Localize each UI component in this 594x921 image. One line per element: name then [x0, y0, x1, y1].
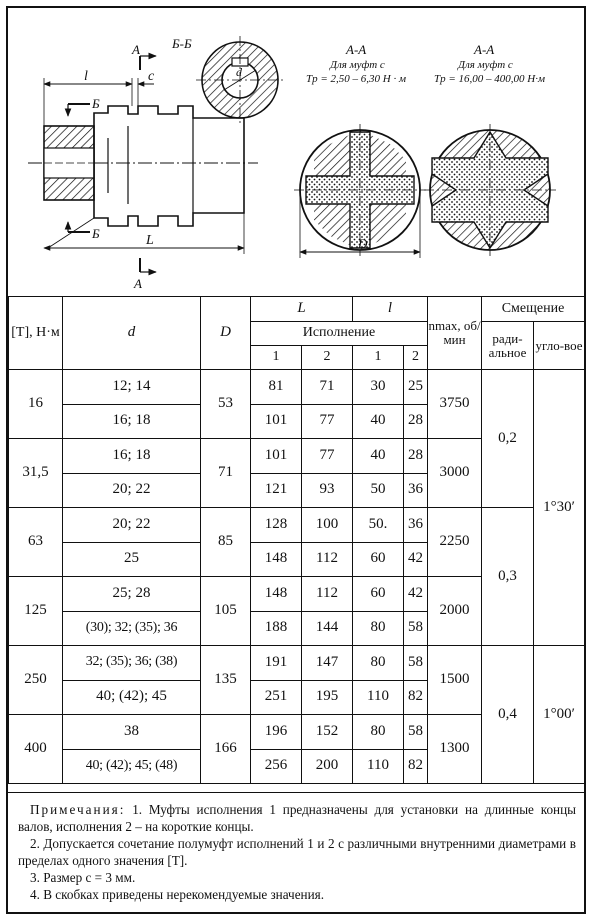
cell-l1: 256 [251, 749, 302, 784]
note-4: 4. В скобках приведены нерекомендуемые значения. [30, 887, 325, 902]
section-aa-2-line2: Tр = 16,00 – 400,00 Н·м [434, 73, 546, 85]
cell-d: 38 [63, 715, 201, 750]
cell-l2: 147 [302, 646, 353, 681]
section-aa-large-view [424, 124, 556, 256]
header-execution: Исполнение [251, 322, 428, 346]
technical-drawing [8, 8, 584, 296]
coupling-spec-table [8, 296, 585, 784]
cell-l2: 71 [302, 370, 353, 405]
cell-big-d: 85 [201, 508, 251, 577]
cell-d: 16; 18 [63, 404, 201, 439]
label-a-top: А [132, 42, 140, 57]
cell-l1: 188 [251, 611, 302, 646]
label-a-bottom: А [134, 276, 142, 291]
cell-sl2: 36 [404, 508, 428, 543]
cell-torque: 400 [9, 715, 63, 784]
label-b-top: Б [92, 96, 100, 111]
cell-sl1: 40 [353, 439, 404, 474]
cell-l2: 112 [302, 577, 353, 612]
cell-d: 20; 22 [63, 508, 201, 543]
cell-d: 12; 14 [63, 370, 201, 405]
cell-l2: 200 [302, 749, 353, 784]
section-aa-1-line2: Tр = 2,50 – 6,30 Н · м [306, 73, 407, 85]
label-dim-d-outer: D [358, 236, 368, 251]
cell-radial: 0,2 [482, 370, 534, 508]
cell-sl1: 80 [353, 611, 404, 646]
label-b-bottom: Б [92, 226, 100, 241]
cell-sl2: 42 [404, 542, 428, 577]
header-nmax: nmax, об/мин [428, 297, 482, 370]
cell-l1: 81 [251, 370, 302, 405]
section-bb-view [196, 36, 284, 124]
cell-sl1: 50 [353, 473, 404, 508]
cell-nmax: 2250 [428, 508, 482, 577]
notes-heading: Примечания: [30, 802, 126, 817]
cell-nmax: 3750 [428, 370, 482, 439]
cell-sl2: 28 [404, 404, 428, 439]
label-dim-big-l: L [146, 233, 154, 248]
cell-sl2: 25 [404, 370, 428, 405]
cell-l1: 148 [251, 577, 302, 612]
cell-l2: 195 [302, 680, 353, 715]
cell-d: 20; 22 [63, 473, 201, 508]
cell-sl1: 60 [353, 542, 404, 577]
cell-l1: 148 [251, 542, 302, 577]
label-dim-d-inner: d [236, 65, 242, 79]
section-aa-1-line1: Для муфт с [330, 59, 385, 71]
cell-nmax: 1300 [428, 715, 482, 784]
cell-sl1: 80 [353, 646, 404, 681]
cell-l2: 112 [302, 542, 353, 577]
cell-sl2: 42 [404, 577, 428, 612]
header-radial: ради-альное [482, 322, 534, 370]
cell-l1: 128 [251, 508, 302, 543]
cell-l1: 191 [251, 646, 302, 681]
cell-angular: 1°30′ [534, 370, 585, 646]
cell-l2: 93 [302, 473, 353, 508]
note-1 [18, 801, 576, 835]
cell-sl1: 110 [353, 749, 404, 784]
header-big-d: D [201, 297, 251, 370]
notes-section [8, 792, 584, 912]
note-3: 3. Размер c = 3 мм. [30, 870, 136, 885]
cell-d: 16; 18 [63, 439, 201, 474]
cell-big-d: 71 [201, 439, 251, 508]
cell-l1: 251 [251, 680, 302, 715]
cell-sl2: 58 [404, 646, 428, 681]
section-aa-2-line1: Для муфт с [458, 59, 513, 71]
header-exec-l2: 2 [302, 346, 353, 370]
cell-angular: 1°00′ [534, 646, 585, 784]
section-bb-title: Б-Б [172, 36, 192, 51]
cell-l2: 77 [302, 439, 353, 474]
cell-d: 25 [63, 542, 201, 577]
cell-l2: 152 [302, 715, 353, 750]
cell-torque: 31,5 [9, 439, 63, 508]
cell-torque: 63 [9, 508, 63, 577]
cell-big-d: 53 [201, 370, 251, 439]
header-big-l: L [251, 297, 353, 322]
cell-sl2: 58 [404, 611, 428, 646]
cell-sl2: 82 [404, 680, 428, 715]
cell-l1: 101 [251, 439, 302, 474]
coupling-spec-sheet [6, 6, 586, 914]
cell-sl2: 36 [404, 473, 428, 508]
cell-l2: 77 [302, 404, 353, 439]
cell-big-d: 166 [201, 715, 251, 784]
cell-sl2: 82 [404, 749, 428, 784]
cell-sl1: 40 [353, 404, 404, 439]
cell-d: 32; (35); 36; (38) [63, 646, 201, 681]
cell-sl1: 110 [353, 680, 404, 715]
label-dim-c: c [148, 69, 155, 84]
cell-sl2: 58 [404, 715, 428, 750]
header-exec-sl1: 1 [353, 346, 404, 370]
header-offset: Смещение [482, 297, 585, 322]
header-angular: угло-вое [534, 322, 585, 370]
header-l: l [353, 297, 428, 322]
note-2: 2. Допускается сочетание полумуфт исполнений 1 и 2 с различными внутренними диаметрами в пределах одного значения [T]. [18, 836, 576, 868]
cell-d: 40; (42); 45 [63, 680, 201, 715]
header-exec-l1: 1 [251, 346, 302, 370]
cell-d: 25; 28 [63, 577, 201, 612]
cell-nmax: 1500 [428, 646, 482, 715]
cell-sl1: 60 [353, 577, 404, 612]
cell-d: 40; (42); 45; (48) [63, 749, 201, 784]
cell-l2: 100 [302, 508, 353, 543]
cell-radial: 0,3 [482, 508, 534, 646]
cell-sl1: 30 [353, 370, 404, 405]
cell-d: (30); 32; (35); 36 [63, 611, 201, 646]
label-dim-l: l [84, 69, 88, 84]
cell-sl2: 28 [404, 439, 428, 474]
cell-big-d: 105 [201, 577, 251, 646]
cell-torque: 125 [9, 577, 63, 646]
cell-sl1: 80 [353, 715, 404, 750]
header-d: d [63, 297, 201, 370]
cell-torque: 250 [9, 646, 63, 715]
cell-nmax: 3000 [428, 439, 482, 508]
cell-l1: 196 [251, 715, 302, 750]
cell-l1: 121 [251, 473, 302, 508]
cell-nmax: 2000 [428, 577, 482, 646]
cell-l2: 144 [302, 611, 353, 646]
section-aa-1-title: А-А [346, 42, 367, 57]
header-exec-sl2: 2 [404, 346, 428, 370]
note-1-text: 1. Муфты исполнения 1 предназначены для установки на длинные концы валов, исполнения 2 – на короткие концы. [18, 802, 577, 834]
cell-big-d: 135 [201, 646, 251, 715]
cell-radial: 0,4 [482, 646, 534, 784]
cell-l1: 101 [251, 404, 302, 439]
section-aa-2-title: А-А [474, 42, 495, 57]
cell-torque: 16 [9, 370, 63, 439]
cell-sl1: 50. [353, 508, 404, 543]
header-torque: [T], Н·м [9, 297, 63, 370]
